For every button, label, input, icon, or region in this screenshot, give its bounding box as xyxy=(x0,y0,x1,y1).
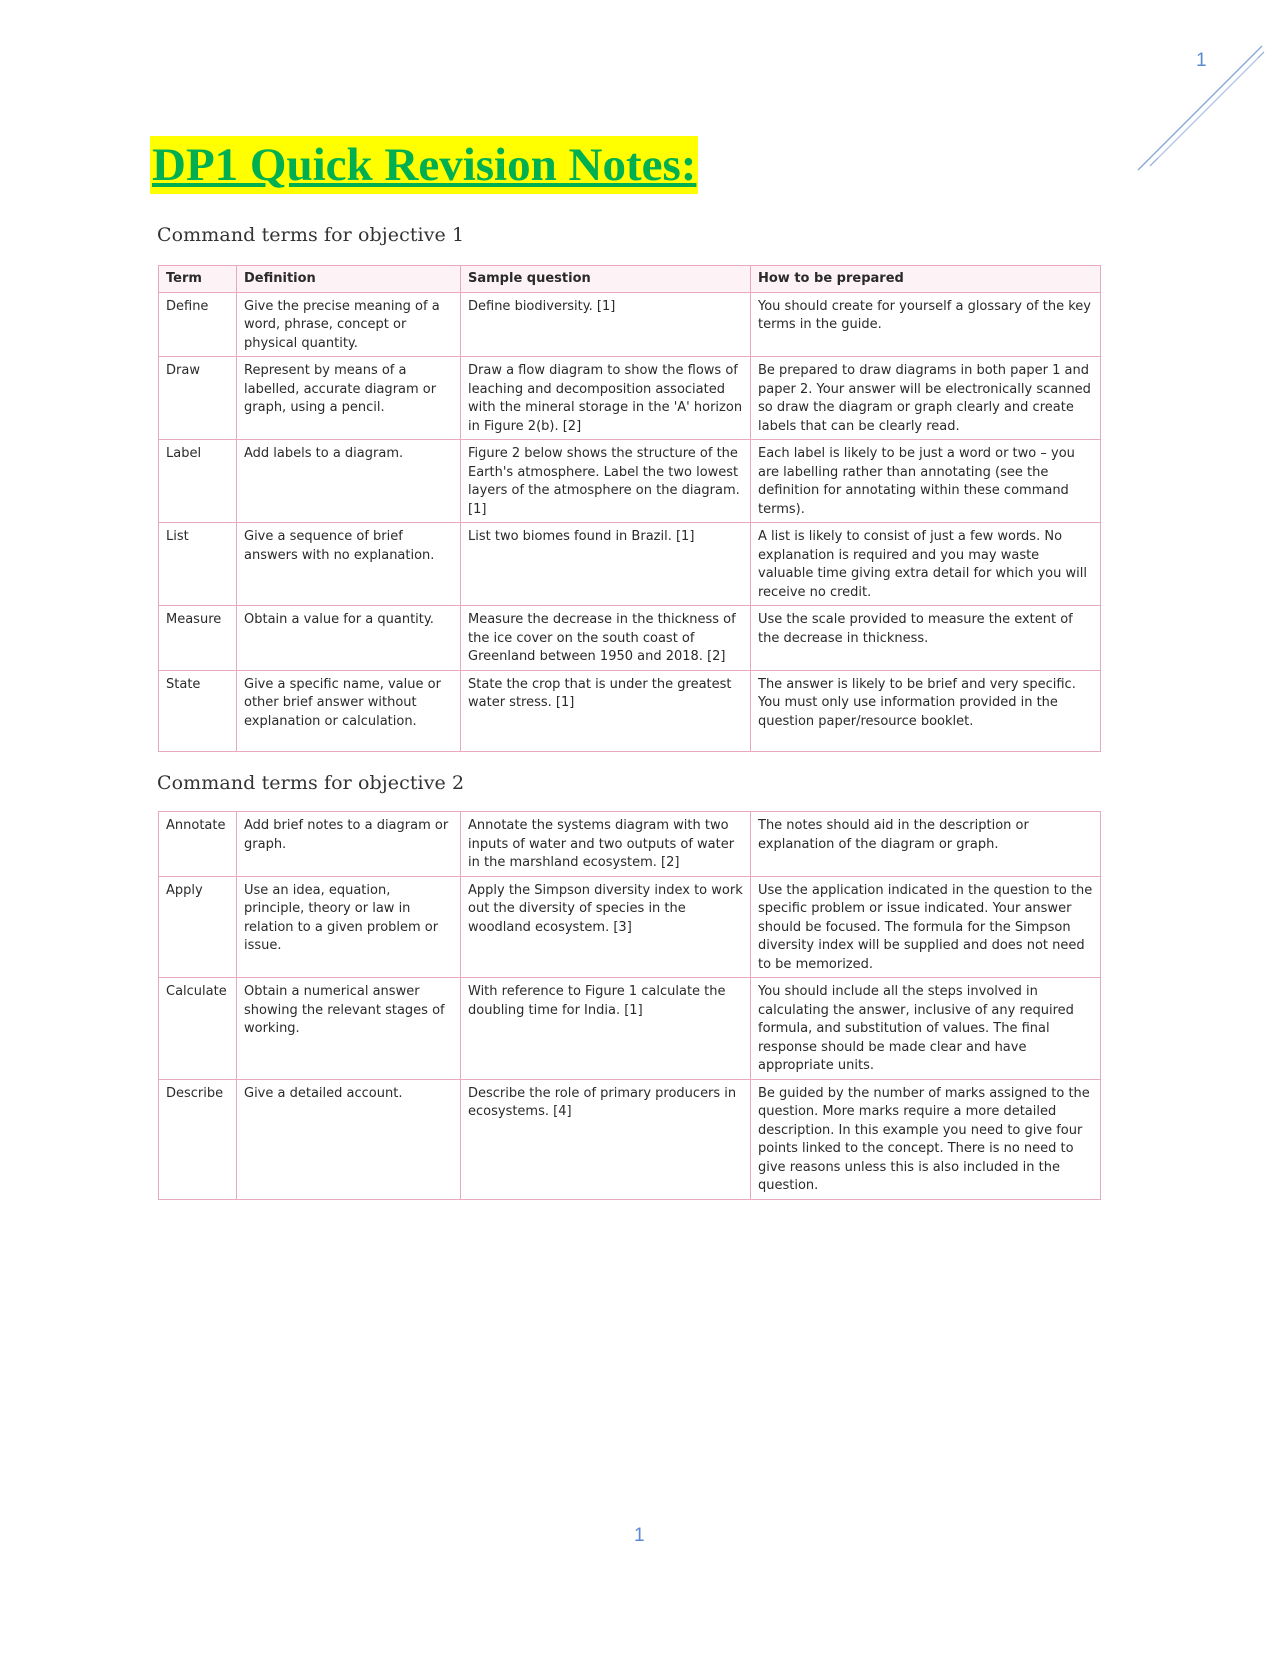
definition-cell: Give a detailed account. xyxy=(237,1079,461,1199)
term-cell: Annotate xyxy=(159,812,237,877)
sample-cell: Describe the role of primary producers in ecosystems. [4] xyxy=(461,1079,751,1199)
definition-cell: Give the precise meaning of a word, phrase, concept or physical quantity. xyxy=(237,292,461,357)
term-cell: Define xyxy=(159,292,237,357)
table-row xyxy=(159,606,1101,671)
sample-cell: Define biodiversity. [1] xyxy=(461,292,751,357)
page-title: DP1 Quick Revision Notes: xyxy=(150,136,698,194)
column-header-term: Term xyxy=(159,266,237,293)
term-cell: Describe xyxy=(159,1079,237,1199)
table-row xyxy=(159,523,1101,606)
objective1-heading: Command terms for objective 1 xyxy=(157,224,465,246)
column-header-definition: Definition xyxy=(237,266,461,293)
term-cell: Draw xyxy=(159,357,237,440)
term-cell: Measure xyxy=(159,606,237,671)
term-cell: List xyxy=(159,523,237,606)
how-cell: Be guided by the number of marks assigned to the question. More marks require a more detailed description. In this example you need to give four points linked to the concept. There is no need to give reasons unless this is also included in the question. xyxy=(751,1079,1101,1199)
sample-cell: State the crop that is under the greatest water stress. [1] xyxy=(461,670,751,751)
how-cell: Use the application indicated in the question to the specific problem or issue indicated. Your answer should be focused. The formula for the Simpson diversity index will be supplied and does not need to be memorized. xyxy=(751,876,1101,978)
corner-decoration xyxy=(1136,44,1266,174)
sample-cell: With reference to Figure 1 calculate the doubling time for India. [1] xyxy=(461,978,751,1080)
definition-cell: Use an idea, equation, principle, theory or law in relation to a given problem or issue. xyxy=(237,876,461,978)
how-cell: You should include all the steps involved in calculating the answer, inclusive of any required formula, and substitution of values. The final response should be made clear and have appropriate units. xyxy=(751,978,1101,1080)
how-cell: A list is likely to consist of just a few words. No explanation is required and you may waste valuable time giving extra detail for which you will receive no credit. xyxy=(751,523,1101,606)
term-cell: State xyxy=(159,670,237,751)
table-row xyxy=(159,812,1101,877)
header-page-number: 1 xyxy=(1196,50,1207,71)
sample-cell: List two biomes found in Brazil. [1] xyxy=(461,523,751,606)
definition-cell: Give a specific name, value or other brief answer without explanation or calculation. xyxy=(237,670,461,751)
column-header-how: How to be prepared xyxy=(751,266,1101,293)
table-row xyxy=(159,978,1101,1080)
term-cell: Calculate xyxy=(159,978,237,1080)
sample-cell: Draw a flow diagram to show the flows of leaching and decomposition associated with the mineral storage in the 'A' horizon in Figure 2(b). [2] xyxy=(461,357,751,440)
how-cell: Be prepared to draw diagrams in both paper 1 and paper 2. Your answer will be electronically scanned so draw the diagram or graph clearly and create labels that can be clearly read. xyxy=(751,357,1101,440)
sample-cell: Apply the Simpson diversity index to work out the diversity of species in the woodland ecosystem. [3] xyxy=(461,876,751,978)
how-cell: Use the scale provided to measure the extent of the decrease in thickness. xyxy=(751,606,1101,671)
sample-cell: Annotate the systems diagram with two inputs of water and two outputs of water in the marshland ecosystem. [2] xyxy=(461,812,751,877)
how-cell: You should create for yourself a glossary of the key terms in the guide. xyxy=(751,292,1101,357)
sample-cell: Figure 2 below shows the structure of the Earth's atmosphere. Label the two lowest layers of the atmosphere on the diagram. [1] xyxy=(461,440,751,523)
table-row xyxy=(159,1079,1101,1199)
objective2-heading: Command terms for objective 2 xyxy=(157,772,465,794)
definition-cell: Represent by means of a labelled, accurate diagram or graph, using a pencil. xyxy=(237,357,461,440)
how-cell: The answer is likely to be brief and very specific. You must only use information provided in the question paper/resource booklet. xyxy=(751,670,1101,751)
table-header-row xyxy=(159,266,1101,293)
objective2-table xyxy=(158,811,1101,1200)
term-cell: Apply xyxy=(159,876,237,978)
column-header-sample: Sample question xyxy=(461,266,751,293)
sample-cell: Measure the decrease in the thickness of the ice cover on the south coast of Greenland between 1950 and 2018. [2] xyxy=(461,606,751,671)
footer-page-number: 1 xyxy=(634,1525,645,1546)
table-row xyxy=(159,876,1101,978)
table-row xyxy=(159,670,1101,751)
table-row xyxy=(159,292,1101,357)
definition-cell: Obtain a value for a quantity. xyxy=(237,606,461,671)
term-cell: Label xyxy=(159,440,237,523)
table-row xyxy=(159,357,1101,440)
definition-cell: Add brief notes to a diagram or graph. xyxy=(237,812,461,877)
objective1-table xyxy=(158,265,1101,752)
definition-cell: Add labels to a diagram. xyxy=(237,440,461,523)
definition-cell: Obtain a numerical answer showing the relevant stages of working. xyxy=(237,978,461,1080)
table-row xyxy=(159,440,1101,523)
definition-cell: Give a sequence of brief answers with no explanation. xyxy=(237,523,461,606)
how-cell: Each label is likely to be just a word or two – you are labelling rather than annotating (see the definition for annotating within these command terms). xyxy=(751,440,1101,523)
how-cell: The notes should aid in the description or explanation of the diagram or graph. xyxy=(751,812,1101,877)
title-wrapper xyxy=(150,136,698,194)
